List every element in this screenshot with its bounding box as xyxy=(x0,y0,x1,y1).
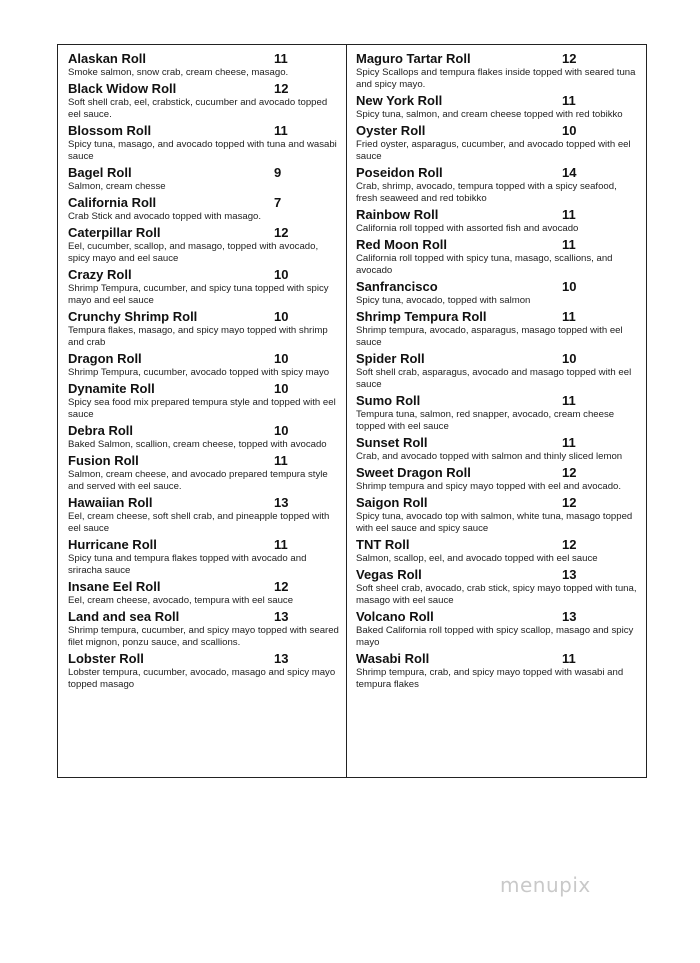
menu-item-name: Rainbow Roll xyxy=(356,207,439,223)
menu-item-description: Fried oyster, asparagus, cucumber, and avocado topped with eel sauce xyxy=(356,138,631,163)
menu-item-name: Debra Roll xyxy=(68,422,134,438)
menu-item xyxy=(68,123,340,164)
menu-item-description: Soft shell crab, asparagus, avocado and masago topped with eel sauce xyxy=(356,366,632,391)
menu-item-price: 10 xyxy=(562,350,577,366)
menu-item-header xyxy=(68,123,340,139)
menu-item-price: 11 xyxy=(562,650,576,666)
menu-item-description: Salmon, cream cheese, and avocado prepared tempura style and served with eel sauce. xyxy=(68,468,328,492)
menu-item-header xyxy=(68,195,340,211)
menu-item xyxy=(356,51,640,92)
menu-item-description: Eel, cream cheese, avocado, tempura with eel sauce xyxy=(68,594,294,606)
menu-item-name: Maguro Tartar Roll xyxy=(356,51,471,66)
menu-item xyxy=(356,123,640,164)
menu-item xyxy=(356,651,640,692)
menu-item-header xyxy=(68,651,340,667)
menu-item-name: Spider Roll xyxy=(356,350,425,366)
menu-item-price: 13 xyxy=(562,566,577,582)
menu-item-name: Wasabi Roll xyxy=(356,650,430,666)
menu-item xyxy=(356,567,640,608)
menu-item-description: Spicy tuna, masago, and avocado topped with tuna and wasabi sauce xyxy=(68,138,337,163)
menu-item-name: Saigon Roll xyxy=(356,494,428,510)
menu-item xyxy=(68,351,340,379)
menu-item-price: 12 xyxy=(562,464,577,480)
menu-item-description: Tempura tuna, salmon, red snapper, avocado, cream cheese topped with eel sauce xyxy=(356,408,615,433)
menu-item-name: Hurricane Roll xyxy=(68,536,157,552)
menu-item-price: 13 xyxy=(274,608,289,624)
menu-item-header xyxy=(356,123,640,139)
menu-item-price: 10 xyxy=(274,350,289,366)
menu-item-header xyxy=(356,165,640,181)
menu-item-price: 12 xyxy=(562,494,577,510)
menu-item-price: 13 xyxy=(562,608,577,624)
menu-item-header xyxy=(356,207,640,223)
menu-column-left xyxy=(68,51,340,693)
menu-item-name: Crazy Roll xyxy=(68,266,132,282)
menu-item-header xyxy=(68,225,340,241)
menu-item-name: Poseidon Roll xyxy=(356,164,443,180)
menu-item-name: Volcano Roll xyxy=(356,608,434,624)
menu-item-description: Tempura flakes, masago, and spicy mayo topped with shrimp and crab xyxy=(68,324,328,349)
menu-item xyxy=(356,609,640,650)
menu-item-description: Soft shell crab, eel, crabstick, cucumber and avocado topped eel sauce. xyxy=(68,96,328,121)
menu-item xyxy=(68,609,340,650)
menu-item-description: Shrimp Tempura, cucumber, and spicy tuna topped with spicy mayo and eel sauce xyxy=(68,282,329,306)
menu-item-description: Salmon, scallop, eel, and avocado topped with eel sauce xyxy=(356,552,598,564)
menu-item-price: 11 xyxy=(274,452,288,468)
menu-item xyxy=(68,381,340,422)
menu-item-name: Vegas Roll xyxy=(356,566,422,582)
menu-item-description: Soft sheel crab, avocado, crab stick, spicy mayo topped with tuna, masago with eel sauce xyxy=(356,582,637,606)
menu-item-price: 11 xyxy=(562,236,576,252)
menu-item-description: Shrimp tempura, cucumber, and spicy mayo topped with seared filet mignon, ponzu sauce, and scallions. xyxy=(68,624,339,648)
menu-item-header xyxy=(356,93,640,109)
menu-item-price: 7 xyxy=(274,194,282,210)
menu-item-price: 13 xyxy=(274,650,289,666)
menu-item-name: Black Widow Roll xyxy=(68,80,177,96)
menu-item-price: 11 xyxy=(562,435,576,451)
menu-item-name: Dragon Roll xyxy=(68,350,142,366)
menu-item xyxy=(356,165,640,206)
menu-item-price: 11 xyxy=(274,51,288,66)
menu-item-description: Shrimp Tempura, cucumber, avocado topped with spicy mayo xyxy=(68,366,330,378)
menu-item-price: 10 xyxy=(562,278,577,294)
menu-item-header xyxy=(356,567,640,583)
menu-item xyxy=(356,237,640,278)
menu-item-description: Crab Stick and avocado topped with masago. xyxy=(68,210,262,222)
menu-item-description: Shrimp tempura, crab, and spicy mayo topped with wasabi and tempura flakes xyxy=(356,666,624,691)
menu-item-description: Baked Salmon, scallion, cream cheese, topped with avocado xyxy=(68,438,327,450)
menu-item-name: Alaskan Roll xyxy=(68,51,147,66)
menu-item-description: Spicy tuna, salmon, and cream cheese topped with red tobikko xyxy=(356,109,623,121)
menu-item xyxy=(68,309,340,350)
menu-item-header xyxy=(356,351,640,367)
menu-item-description: Lobster tempura, cucumber, avocado, masago and spicy mayo topped masago xyxy=(68,666,336,691)
menu-item-price: 11 xyxy=(562,207,576,223)
menu-item-header xyxy=(68,267,340,283)
menu-item-price: 11 xyxy=(274,122,288,138)
menu-item-name: Dynamite Roll xyxy=(68,380,155,396)
menu-item xyxy=(68,579,340,607)
menu-item-price: 12 xyxy=(562,51,577,66)
menu-item-header xyxy=(356,465,640,481)
menu-item xyxy=(68,225,340,266)
menu-item xyxy=(356,207,640,235)
menu-item-price: 11 xyxy=(562,392,576,408)
menu-item-description: Spicy sea food mix prepared tempura style and topped with eel sauce xyxy=(68,396,336,420)
menu-item xyxy=(68,495,340,536)
menu-item-header xyxy=(68,51,340,67)
menu-item-header xyxy=(356,651,640,667)
menu-item-description: Salmon, cream chesse xyxy=(68,180,166,192)
menu-item xyxy=(356,435,640,463)
menupix-watermark: menupix xyxy=(500,873,591,897)
menu-item-name: Oyster Roll xyxy=(356,122,426,138)
menu-item-name: Bagel Roll xyxy=(68,164,132,180)
menu-item-header xyxy=(356,609,640,625)
menu-item xyxy=(68,81,340,122)
menu-item xyxy=(68,195,340,223)
menu-item-price: 13 xyxy=(274,494,289,510)
menu-item-name: Sunset Roll xyxy=(356,435,428,451)
menu-item-description: Spicy tuna, avocado, topped with salmon xyxy=(356,294,531,306)
menu-item xyxy=(68,423,340,451)
menu-item-header xyxy=(68,537,340,553)
menu-item xyxy=(68,537,340,578)
menu-item-header xyxy=(356,495,640,511)
menu-item-header xyxy=(356,279,640,295)
menu-item xyxy=(68,453,340,494)
menu-item-header xyxy=(68,351,340,367)
menu-item-name: TNT Roll xyxy=(356,536,410,552)
menu-item-header xyxy=(68,381,340,397)
menu-item xyxy=(356,465,640,493)
menu-item-price: 10 xyxy=(274,266,289,282)
menu-item-name: Red Moon Roll xyxy=(356,236,447,252)
menu-item xyxy=(356,279,640,307)
menu-item xyxy=(356,393,640,434)
menu-item-name: Lobster Roll xyxy=(68,650,144,666)
menu-item-name: Sumo Roll xyxy=(356,392,421,408)
menu-item-description: Crab, shrimp, avocado, tempura topped with a spicy seafood, fresh seaweed and red tobikko xyxy=(356,180,617,205)
menu-item-name: Land and sea Roll xyxy=(68,608,180,624)
menu-item xyxy=(356,93,640,121)
menu-item-header xyxy=(68,609,340,625)
menu-item xyxy=(356,309,640,350)
menu-item-description: Shrimp tempura and spicy mayo topped with eel and avocado. xyxy=(356,480,622,492)
menu-item-name: Blossom Roll xyxy=(68,122,152,138)
menu-item-price: 12 xyxy=(274,224,289,240)
menu-item-name: Fusion Roll xyxy=(68,452,139,468)
menu-item-name: Sanfrancisco xyxy=(356,278,438,294)
menu-item-price: 12 xyxy=(274,80,289,96)
menu-item-header xyxy=(68,81,340,97)
menu-item-description: California roll topped with spicy tuna, masago, scallions, and avocado xyxy=(356,252,613,277)
menu-item-name: Sweet Dragon Roll xyxy=(356,464,471,480)
menu-item xyxy=(68,165,340,193)
menu-item-header xyxy=(356,237,640,253)
menu-item xyxy=(356,495,640,536)
menu-item-name: Shrimp Tempura Roll xyxy=(356,308,487,324)
menu-item-description: Spicy tuna and tempura flakes topped with avocado and sriracha sauce xyxy=(68,552,307,577)
menu-item-header xyxy=(68,309,340,325)
menu-item-header xyxy=(356,393,640,409)
menu-item-name: Hawaiian Roll xyxy=(68,494,153,510)
menu-item-description: Crab, and avocado topped with salmon and thinly sliced lemon xyxy=(356,451,623,463)
menu-item-header xyxy=(356,51,640,67)
menu-item-price: 11 xyxy=(562,308,576,324)
menu-item-header xyxy=(68,495,340,511)
menu-item-price: 12 xyxy=(274,578,289,594)
menu-item-name: Caterpillar Roll xyxy=(68,224,161,240)
menu-item-description: California roll topped with assorted fish and avocado xyxy=(356,223,579,235)
menu-item xyxy=(356,537,640,565)
menu-item-description: Shrimp tempura, avocado, asparagus, masago topped with eel sauce xyxy=(356,324,623,349)
menu-item-header xyxy=(68,423,340,439)
menu-item-description: Spicy Scallops and tempura flakes inside topped with seared tuna and spicy mayo. xyxy=(356,67,636,91)
menu-item xyxy=(68,51,340,79)
menu-item-price: 12 xyxy=(562,536,577,552)
menu-item-description: Eel, cucumber, scallop, and masago, topped with avocado, spicy mayo and eel sauce xyxy=(68,240,319,264)
menu-item-header xyxy=(356,309,640,325)
menu-item-name: Crunchy Shrimp Roll xyxy=(68,308,198,324)
menu-item-name: Insane Eel Roll xyxy=(68,578,161,594)
menu-item-header xyxy=(68,165,340,181)
menu-item-description: Smoke salmon, snow crab, cream cheese, masago. xyxy=(68,67,289,78)
menu-item xyxy=(68,651,340,692)
menu-item-price: 10 xyxy=(274,308,289,324)
menu-item xyxy=(68,267,340,308)
menu-item-price: 9 xyxy=(274,164,282,180)
menu-item-header xyxy=(68,453,340,469)
menu-item-name: California Roll xyxy=(68,194,157,210)
menu-item-price: 11 xyxy=(562,93,576,109)
menu-item-description: Spicy tuna, avocado top with salmon, white tuna, masago topped with eel sauce and spicy sauce xyxy=(356,510,633,534)
menu-item-description: Eel, cream cheese, soft shell crab, and pineapple topped with eel sauce xyxy=(68,510,330,534)
menu-item-price: 14 xyxy=(562,164,577,180)
menu-item xyxy=(356,351,640,392)
menu-column-right xyxy=(356,51,640,693)
menu-item-description: Baked California roll topped with spicy scallop, masago and spicy mayo xyxy=(356,624,634,648)
column-divider xyxy=(346,44,347,778)
menu-item-price: 10 xyxy=(274,380,289,396)
menu-item-price: 10 xyxy=(562,122,577,138)
menu-item-price: 10 xyxy=(274,422,289,438)
menu-item-name: New York Roll xyxy=(356,93,443,109)
menu-item-header xyxy=(356,537,640,553)
menu-item-header xyxy=(356,435,640,451)
menu-item-price: 11 xyxy=(274,536,288,552)
menu-item-header xyxy=(68,579,340,595)
